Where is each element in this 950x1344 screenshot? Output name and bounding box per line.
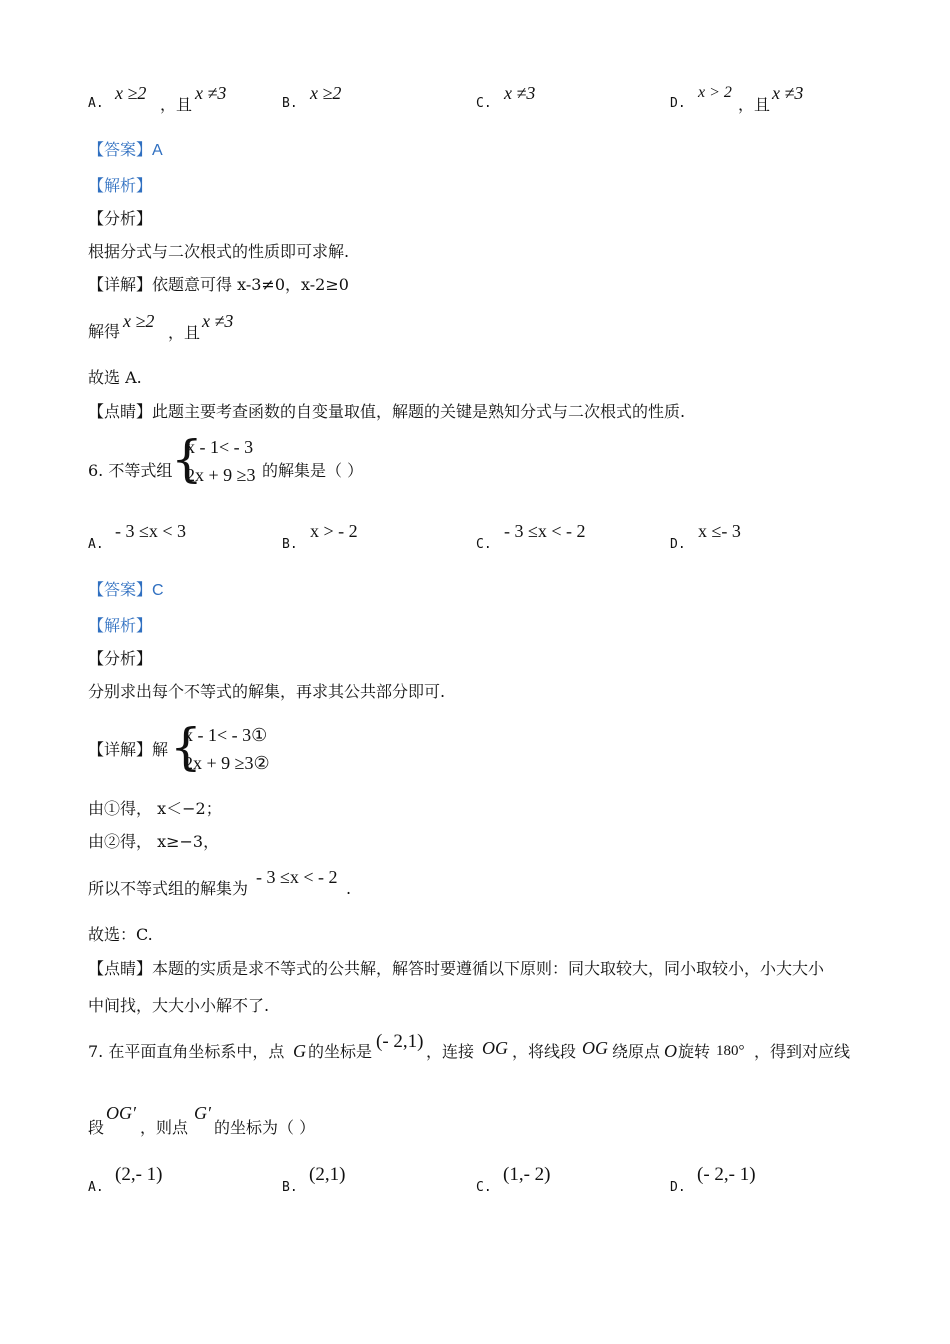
- q5-answer-value: A: [152, 142, 163, 159]
- q6-choose: 故选：C.: [88, 925, 153, 944]
- q5-choose: 故选 A.: [88, 368, 142, 387]
- q6-option-a-expr: - 3 ≤x < 3: [115, 521, 187, 541]
- q7-segment-og: OG: [482, 1038, 508, 1058]
- q6-answer: [88, 580, 164, 601]
- q6-dianjing: [88, 959, 824, 979]
- q6-fenxi-label: 【分析】: [88, 649, 153, 668]
- q7-stem-e: 绕原点: [612, 1042, 661, 1061]
- q5-option-d-expr: x > 2: [698, 84, 732, 101]
- q6-option-c-letter[interactable]: C.: [476, 537, 492, 552]
- q6-fenxi-text: 分别求出每个不等式的解集，再求其公共部分即可.: [88, 682, 446, 701]
- q6-option-d-letter[interactable]: D.: [670, 537, 686, 552]
- q5-option-d-sep: ，且: [738, 95, 771, 114]
- q6-analysis-label: 【解析】: [88, 616, 153, 635]
- q5-solve-expr1: x ≥2: [123, 311, 155, 331]
- q7-stem-b: 的坐标是: [308, 1042, 373, 1061]
- q6-option-b-letter[interactable]: B.: [282, 537, 298, 552]
- q6-detail-label: 【详解】: [88, 740, 153, 759]
- q6-option-b-expr: x > - 2: [310, 521, 358, 541]
- q6-option-a-letter[interactable]: A.: [88, 537, 104, 552]
- q6-dianjing-text1: 本题的实质是求不等式的公共解，解答时要遵循以下原则：同大取较大，同小取较小，小大大小: [152, 959, 825, 978]
- q5-answer: [88, 140, 163, 161]
- q5-fenxi-label: 【分析】: [88, 209, 153, 228]
- q6-concl-suffix: .: [346, 879, 352, 898]
- q6-dianjing-label: 【点睛】: [88, 959, 153, 978]
- q5-option-a-letter[interactable]: A.: [88, 96, 104, 111]
- q7-option-c-letter[interactable]: C.: [476, 1180, 492, 1195]
- q6-stem-suffix: 的解集是（ ）: [262, 461, 364, 480]
- q6-stem-prefix: 6. 不等式组: [88, 461, 173, 480]
- q5-option-d-expr2: x ≠3: [772, 83, 804, 103]
- q5-dianjing: [88, 402, 685, 422]
- q7-stem-g: ，得到对应线: [754, 1042, 851, 1061]
- q7-line2-a: 段: [88, 1118, 105, 1137]
- q5-fenxi-text: 根据分式与二次根式的性质即可求解.: [88, 242, 350, 261]
- q6-step2: 由②得， x≥−3，: [88, 832, 220, 851]
- q5-option-d-letter[interactable]: D.: [670, 96, 686, 111]
- q7-origin-o: O: [664, 1041, 677, 1061]
- q5-dianjing-text: 此题主要考查函数的自变量取值，解题的关键是熟知分式与二次根式的性质.: [152, 402, 686, 421]
- q7-line2-b: ，则点: [140, 1118, 189, 1137]
- q7-stem-f: 旋转: [678, 1042, 711, 1061]
- q7-option-d-letter[interactable]: D.: [670, 1180, 686, 1195]
- q6-detail: [88, 740, 168, 760]
- q6-step1: 由①得， x＜−2；: [88, 799, 222, 818]
- q5-detail-label: 【详解】: [88, 275, 153, 294]
- q5-solve-expr2: x ≠3: [202, 311, 234, 331]
- q5-option-b-expr: x ≥2: [310, 83, 342, 103]
- q5-option-c-letter[interactable]: C.: [476, 96, 492, 111]
- q7-option-a-letter[interactable]: A.: [88, 1180, 104, 1195]
- q5-option-a-expr: x ≥2: [115, 83, 147, 103]
- q6-system-line1: x - 1< - 3: [186, 437, 254, 457]
- q7-coord: (- 2,1): [376, 1031, 424, 1052]
- q5-option-a-expr2: x ≠3: [195, 83, 227, 103]
- q6-concl-expr: - 3 ≤x < - 2: [256, 867, 338, 887]
- q6-detail-line2: 2x + 9 ≥3②: [184, 753, 270, 773]
- q6-detail-brace: {: [170, 718, 202, 776]
- q6-dianjing-text2: 中间找，大大小小解不了.: [88, 996, 270, 1015]
- q7-stem-c: ，连接: [426, 1042, 475, 1061]
- q5-analysis-label: 【解析】: [88, 176, 153, 195]
- q6-option-c-expr: - 3 ≤x < - 2: [504, 521, 586, 541]
- q6-system-line2: 2x + 9 ≥3: [186, 465, 256, 485]
- q7-option-c-expr: (1,- 2): [503, 1164, 551, 1185]
- q5-solve-prefix: 解得: [88, 322, 121, 341]
- q7-option-b-letter[interactable]: B.: [282, 1180, 298, 1195]
- q5-detail-text: 依题意可得 x-3≠0，x-2≥0: [152, 275, 349, 294]
- q7-option-a-expr: (2,- 1): [115, 1164, 163, 1185]
- q7-angle: 180°: [716, 1043, 745, 1059]
- q6-detail-prefix: 解: [152, 740, 169, 759]
- q6-concl-prefix: 所以不等式组的解集为: [88, 879, 249, 898]
- q6-answer-label: 【答案】: [88, 580, 153, 599]
- q7-segment-og-prime: OG′: [106, 1103, 136, 1123]
- q5-option-b-letter[interactable]: B.: [282, 96, 298, 111]
- q7-point-g-prime: G′: [194, 1103, 211, 1123]
- q5-answer-label: 【答案】: [88, 140, 153, 159]
- q7-line2-c: 的坐标为（ ）: [214, 1118, 316, 1137]
- q6-answer-value: C: [152, 582, 164, 599]
- q7-segment-og-2: OG: [582, 1038, 608, 1058]
- q5-option-a-sep: ，且: [160, 95, 193, 114]
- q6-system-brace: {: [171, 430, 203, 488]
- q7-option-d-expr: (- 2,- 1): [697, 1164, 756, 1185]
- q6-detail-line1: x - 1< - 3①: [184, 725, 268, 745]
- q7-point-g: G: [293, 1041, 306, 1061]
- q7-option-b-expr: (2,1): [309, 1164, 346, 1185]
- q7-stem-a: 7. 在平面直角坐标系中，点: [88, 1042, 285, 1061]
- q5-option-c-expr: x ≠3: [504, 83, 536, 103]
- q5-detail: [88, 275, 349, 295]
- q6-option-d-expr: x ≤- 3: [698, 521, 741, 541]
- q5-solve-sep: ，且: [168, 323, 201, 342]
- q7-stem-d: ，将线段: [512, 1042, 577, 1061]
- q5-dianjing-label: 【点睛】: [88, 402, 153, 421]
